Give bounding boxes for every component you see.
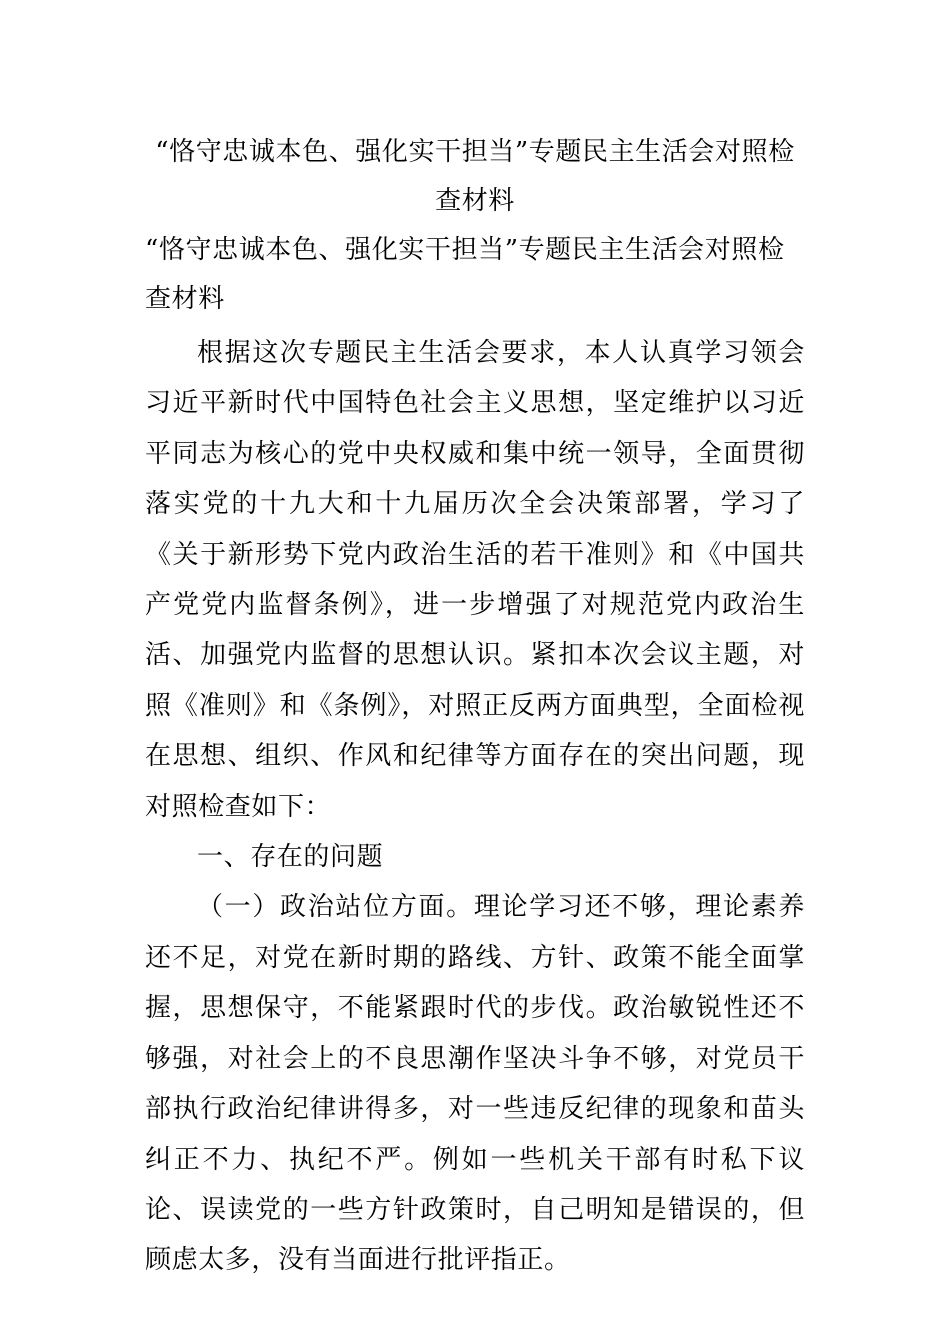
- document-body: [145, 128, 805, 1286]
- section-heading-problems: 一、存在的问题: [197, 842, 384, 873]
- document-title: “恪守忠诚本色、强化实干担当”专题民主生活会对照检查材料: [155, 137, 795, 216]
- document-title-repeated: “恪守忠诚本色、强化实干担当”专题民主生活会对照检查材料: [145, 235, 785, 314]
- political-stance-paragraph: （一）政治站位方面。理论学习还不够，理论素养还不足，对党在新时期的路线、方针、政策不能全面掌握，思想保守，不能紧跟时代的步伐。政治敏锐性还不够强，对社会上的不良思潮作坚决斗争不够，对党员干部执行政治纪律讲得多，对一些违反纪律的现象和苗头纠正不力、执纪不严。例如一些机关干部有时私下议论、误读党的一些方针政策时，自己明知是错误的，但顾虑太多，没有当面进行批评指正。: [145, 892, 805, 1276]
- intro-paragraph: 根据这次专题民主生活会要求，本人认真学习领会习近平新时代中国特色社会主义思想，坚定维护以习近平同志为核心的党中央权威和集中统一领导，全面贯彻落实党的十九大和十九届历次全会决策部署，学习了《关于新形势下党内政治生活的若干准则》和《中国共产党党内监督条例》，进一步增强了对规范党内政治生活、加强党内监督的思想认识。紧扣本次会议主题，对照《准则》和《条例》，对照正反两方面典型，全面检视在思想、组织、作风和纪律等方面存在的突出问题，现对照检查如下：: [145, 338, 805, 822]
